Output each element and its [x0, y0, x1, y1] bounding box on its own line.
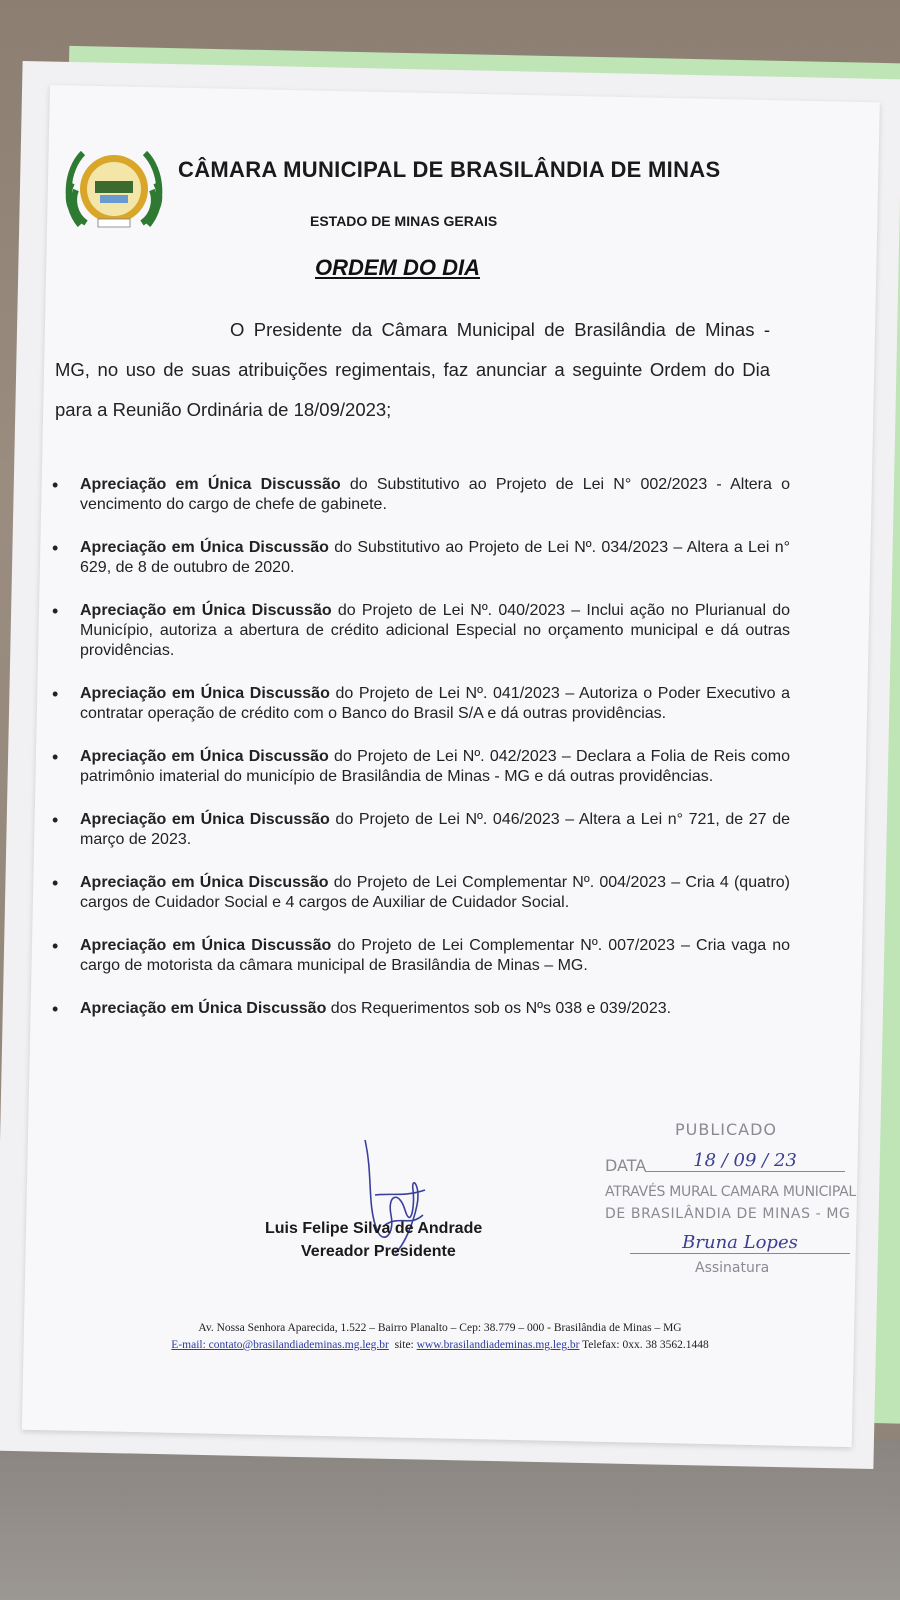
stamp-line-2: DE BRASILÂNDIA DE MINAS - MG	[605, 1206, 851, 1222]
agenda-item-lead: Apreciação em Única Discussão	[80, 937, 332, 954]
signer-name: Luis Felipe Silva de Andrade	[265, 1220, 483, 1237]
footer-address: Av. Nossa Senhora Aparecida, 1.522 – Bairro Planalto – Cep: 38.779 – 000 - Brasilândia de Minas – MG	[198, 1322, 682, 1334]
agenda-item	[50, 601, 790, 661]
stamp-date-value: 18 / 09 / 23	[645, 1150, 845, 1172]
publication-stamp	[605, 1120, 865, 1300]
stamp-date-label: DATA	[605, 1156, 647, 1175]
agenda-item-text: do Substitutivo ao Projeto de Lei N° 002/2023 - Altera o vencimento do cargo de chefe de gabinete.	[80, 476, 791, 513]
agenda-item-lead: Apreciação em Única Discussão	[80, 539, 329, 556]
agenda-item-lead: Apreciação em Única Discussão	[80, 1000, 327, 1017]
agenda-item-text: do Substitutivo ao Projeto de Lei Nº. 034/2023 – Altera a Lei n° 629, de 8 de outubro de 2020.	[80, 539, 790, 576]
document-footer	[90, 1320, 790, 1354]
footer-site-link[interactable]: www.brasilandiademinas.mg.leg.br	[416, 1339, 580, 1351]
agenda-item-text: do Projeto de Lei Complementar Nº. 004/2023 – Cria 4 (quatro) cargos de Cuidador Social e 4 cargos de Auxiliar de Cuidador Social.	[80, 874, 790, 911]
agenda-item-text: do Projeto de Lei Complementar Nº. 007/2023 – Cria vaga no cargo de motorista da câmara municipal de Brasilândia de Minas – MG.	[80, 937, 790, 974]
document-sheet	[22, 85, 880, 1447]
agenda-item	[50, 810, 790, 850]
agenda-item-lead: Apreciação em Única Discussão	[80, 811, 330, 828]
agenda-item-lead: Apreciação em Única Discussão	[80, 685, 330, 702]
stamp-line-1: ATRAVÉS MURAL CAMARA MUNICIPAL	[605, 1184, 856, 1200]
stamp-title: PUBLICADO	[675, 1120, 777, 1139]
intro-paragraph	[55, 310, 770, 430]
document-heading: ORDEM DO DIA	[315, 255, 480, 280]
agenda-item-lead: Apreciação em Única Discussão	[80, 476, 341, 493]
stamp-signature: Bruna Lopes	[630, 1232, 850, 1254]
agenda-item	[50, 538, 790, 578]
agenda-item	[50, 475, 790, 515]
agenda-item	[50, 873, 790, 913]
agenda-item-text: do Projeto de Lei Nº. 046/2023 – Altera a Lei n° 721, de 27 de março de 2023.	[80, 811, 790, 848]
footer-phone: Telefax: 0xx. 38 3562.1448	[579, 1339, 709, 1351]
agenda-item	[50, 747, 790, 787]
agenda-item-text: do Projeto de Lei Nº. 042/2023 – Declara a Folia de Reis como patrimônio imaterial do município de Brasilândia de Minas - MG e dá outras providências.	[80, 748, 790, 785]
signature-block	[265, 1135, 525, 1275]
agenda-item-text: do Projeto de Lei Nº. 041/2023 – Autoriza o Poder Executivo a contratar operação de crédito com o Banco do Brasil S/A e dá outras providências.	[80, 685, 790, 722]
agenda-list	[50, 475, 790, 1042]
agenda-item-text: do Projeto de Lei Nº. 040/2023 – Inclui ação no Plurianual do Município, autoriza a abertura de crédito adicional Especial no orçamento municipal e dá outras providências.	[80, 602, 790, 659]
footer-contact	[90, 1337, 790, 1354]
document-page	[50, 85, 880, 1430]
municipal-crest-icon	[58, 145, 170, 235]
agenda-item	[50, 936, 790, 976]
footer-email-link[interactable]: E-mail: contato@brasilandiademinas.mg.leg.br	[171, 1339, 389, 1351]
agenda-item-lead: Apreciação em Única Discussão	[80, 748, 329, 765]
agenda-item-lead: Apreciação em Única Discussão	[80, 602, 332, 619]
agenda-item-text: dos Requerimentos sob os Nºs 038 e 039/2023.	[326, 1000, 672, 1017]
agenda-item-lead: Apreciação em Única Discussão	[80, 874, 329, 891]
intro-text: O Presidente da Câmara Municipal de Brasilândia de Minas - MG, no uso de suas atribuições regimentais, faz anunciar a seguinte Ordem do Dia para a Reunião Ordinária de 18/09/2023;	[55, 319, 770, 420]
chamber-title: CÂMARA MUNICIPAL DE BRASILÂNDIA DE MINAS	[178, 157, 721, 182]
agenda-item	[50, 684, 790, 724]
stamp-signature-label: Assinatura	[695, 1260, 770, 1276]
signer-title: Vereador Presidente	[300, 1243, 456, 1260]
state-subtitle: ESTADO DE MINAS GERAIS	[310, 213, 498, 229]
footer-site-label: site:	[394, 1339, 417, 1351]
agenda-item	[50, 999, 790, 1019]
